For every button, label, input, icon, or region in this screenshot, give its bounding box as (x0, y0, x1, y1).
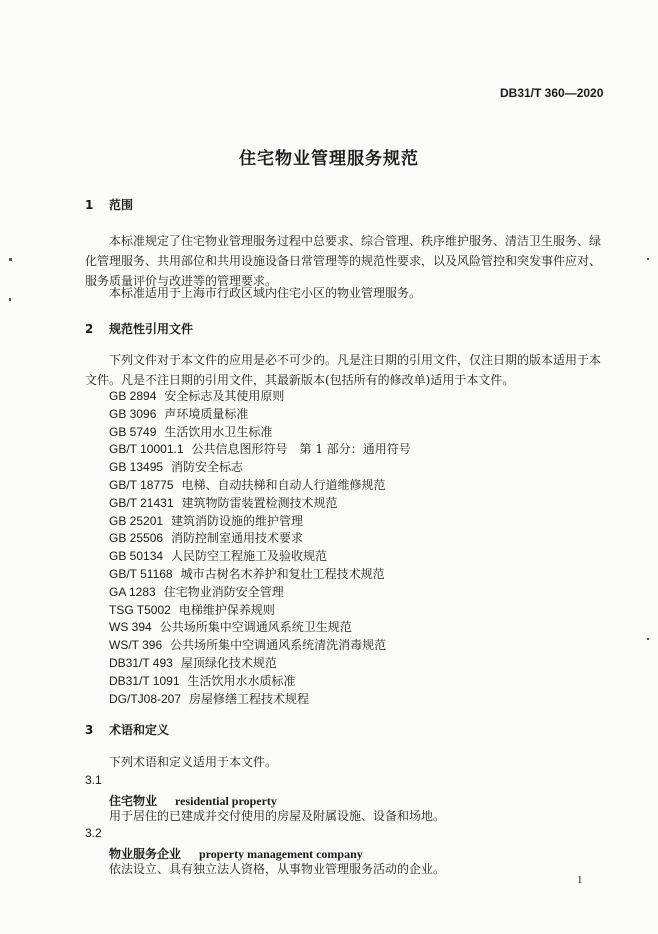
reference-item: DB31/T 1091 生活饮用水水质标准 (109, 673, 296, 688)
section-number: 2 (85, 322, 94, 336)
scan-speck (647, 638, 649, 640)
reference-item: GA 1283 住宅物业消防安全管理 (109, 584, 284, 599)
reference-list (109, 388, 411, 708)
section-2-intro: 下列文件对于本文件的应用是必不可少的。凡是注日期的引用文件，仅注日期的版本适用于本文件。凡是不注日期的引用文件，其最新版本(包括所有的修改单)适用于本文件。 (85, 353, 602, 387)
reference-item: DG/TJ08-207 房屋修缮工程技术规程 (109, 691, 310, 706)
reference-item: GB 25201 建筑消防设施的维护管理 (109, 513, 304, 528)
term-english: residential property (175, 794, 277, 808)
section-2-heading (85, 320, 193, 337)
reference-item: GB/T 10001.1 公共信息图形符号 第 1 部分：通用符号 (109, 442, 411, 457)
section-3-intro: 下列术语和定义适用于本文件。 (109, 755, 278, 769)
term-number: 3.2 (85, 826, 102, 840)
term-definition: 用于居住的已建成并交付使用的房屋及附属设施、设备和场地。 (109, 809, 446, 823)
section-1-heading (85, 196, 133, 213)
reference-item: GB 5749 生活饮用水卫生标准 (109, 424, 273, 439)
document-title: 住宅物业管理服务规范 (239, 149, 419, 169)
term-chinese: 物业服务企业 (109, 847, 182, 861)
reference-item: GB 25506 消防控制室通用技术要求 (109, 531, 304, 546)
reference-item: TSG T5002 电梯维护保养规则 (109, 602, 275, 617)
reference-item: GB 2894 安全标志及其使用原则 (109, 389, 285, 403)
term-english: property management company (199, 847, 363, 861)
section-1-paragraph: 本标准适用于上海市行政区域内住宅小区的物业管理服务。 (109, 286, 422, 300)
section-number: 1 (85, 198, 94, 212)
term-number: 3.1 (85, 773, 102, 787)
page-number: 1 (577, 874, 583, 886)
reference-item: GB/T 21431 建筑物防雷装置检测技术规范 (109, 495, 338, 510)
scan-speck (647, 258, 649, 260)
scan-speck (9, 298, 11, 301)
reference-item: DB31/T 493 屋顶绿化技术规范 (109, 655, 277, 670)
reference-item: GB/T 51168 城市古树名木养护和复壮工程技术规范 (109, 566, 385, 581)
section-1-paragraph: 本标准规定了住宅物业管理服务过程中总要求、综合管理、秩序维护服务、清洁卫生服务、绿化管理服务、共用部位和共用设施设备日常管理等的规范性要求，以及风险管控和突发事件应对、服务质量评价与改进等的管理要求。 (85, 234, 602, 288)
doc-number: DB31/T 360—2020 (500, 86, 604, 100)
section-title: 规范性引用文件 (109, 322, 194, 336)
reference-item: GB 13495 消防安全标志 (109, 460, 244, 475)
section-3-heading (85, 721, 169, 738)
reference-item: WS 394 公共场所集中空调通风系统卫生规范 (109, 620, 352, 635)
section-title: 范围 (109, 198, 134, 212)
term-chinese: 住宅物业 (109, 794, 158, 808)
section-number: 3 (85, 723, 94, 737)
reference-item: GB/T 18775 电梯、自动扶梯和自动人行道维修规范 (109, 477, 386, 492)
reference-item: GB 3096 声环境质量标准 (109, 406, 249, 421)
scan-speck (9, 258, 12, 261)
reference-item: WS/T 396 公共场所集中空调通风系统清洗消毒规范 (109, 638, 387, 653)
term-definition: 依法设立、具有独立法人资格，从事物业管理服务活动的企业。 (109, 862, 446, 876)
reference-item: GB 50134 人民防空工程施工及验收规范 (109, 549, 328, 564)
section-title: 术语和定义 (109, 723, 170, 737)
